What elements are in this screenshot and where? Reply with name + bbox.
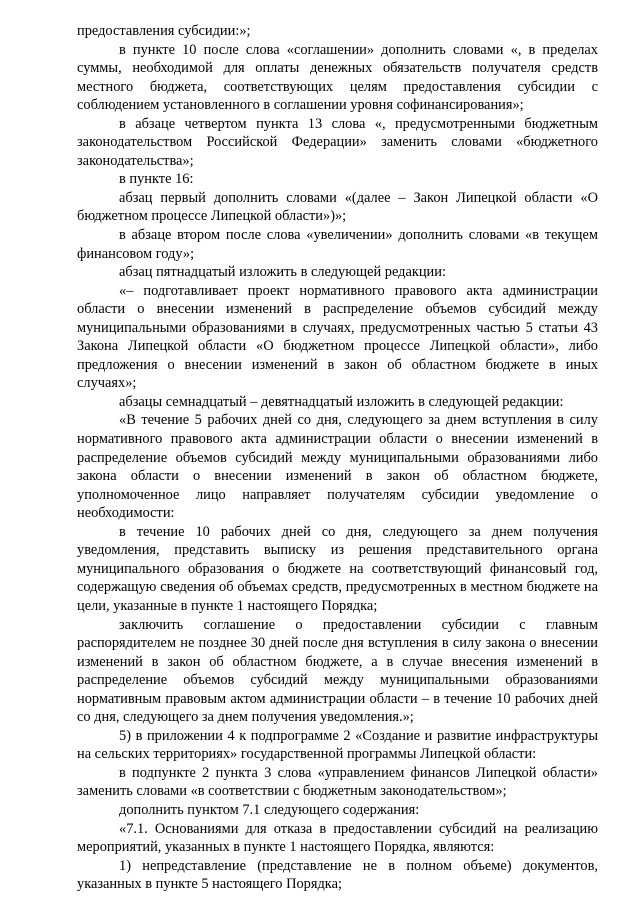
paragraph-11: в течение 10 рабочих дней со дня, следующего за днем получения уведомления, представить выписку из решения представительного органа муниципального образования о бюджете на соответствующий финансовый год, содержащую сведения об объемах средств, предусмотренных в местном бюджете на цели, указанные в пункте 1 настоящего Порядка;: [77, 523, 598, 614]
paragraph-5: абзац первый дополнить словами «(далее – Закон Липецкой области «О бюджетном процессе Липецкой области»)»;: [77, 189, 598, 225]
paragraph-14: в подпункте 2 пункта 3 слова «управлением финансов Липецкой области» заменить словами «в соответствии с бюджетным законодательством»;: [77, 764, 598, 800]
paragraph-16: «7.1. Основаниями для отказа в предоставлении субсидий на реализацию мероприятий, указанных в пункте 1 настоящего Порядка, являются:: [77, 820, 598, 856]
paragraph-15: дополнить пунктом 7.1 следующего содержания:: [119, 801, 420, 818]
paragraph-1: предоставления субсидии:»;: [77, 23, 251, 39]
document-page: [77, 22, 598, 894]
paragraph-17: 1) непредставление (представление не в полном объеме) документов, указанных в пункте 5 настоящего Порядка;: [77, 857, 598, 893]
paragraph-7: абзац пятнадцатый изложить в следующей редакции:: [119, 264, 446, 281]
paragraph-10: «В течение 5 рабочих дней со дня, следующего за днем вступления в силу нормативного правового акта администрации области о внесении изменений в распределение объемов субсидий между муниципальными образованиями либо закона области о внесении изменений в закон об областном бюджете, уполномоченное лицо направляет получателям субсидии уведомление о необходимости:: [77, 412, 598, 522]
paragraph-12: заключить соглашение о предоставлении субсидии с главным распорядителем не позднее 30 дней после дня вступления в силу закона о внесении изменений в закон об областном бюджете, а в случае внесения изменений в распределение объемов субсидий между муниципальными образованиями нормативным правовым актом администрации области – в течение 10 рабочих дней со дня, следующего за днем получения уведомления.»;: [77, 616, 598, 726]
paragraph-6: в абзаце втором после слова «увеличении» дополнить словами «в текущем финансовом году»;: [77, 227, 598, 262]
paragraph-8: «– подготавливает проект нормативного правового акта администрации области о внесении изменений в распределение объемов субсидий между муниципальными образованиями в случаях, предусмотренных частью 5 статьи 43 Закона Липецкой области «О бюджетном процессе Липецкой области», либо предложения о внесении изменений в закон об областном бюджете в иных случаях»;: [77, 282, 598, 392]
paragraph-4: в пункте 16:: [119, 171, 194, 188]
paragraph-3: в абзаце четвертом пункта 13 слова «, предусмотренными бюджетным законодательством Российской Федерации» заменить словами «бюджетного законодательства»;: [77, 115, 598, 169]
paragraph-9: абзацы семнадцатый – девятнадцатый изложить в следующей редакции:: [119, 393, 564, 410]
paragraph-2: в пункте 10 после слова «соглашении» дополнить словами «, в пределах суммы, необходимой для оплаты денежных обязательств получателя средств местного бюджета, соответствующих целям предоставления субсидии с соблюдением установленного в соглашении уровня софинансирования»;: [77, 41, 598, 114]
paragraph-13: 5) в приложении 4 к подпрограмме 2 «Создание и развитие инфраструктуры на сельских территориях» государственной программы Липецкой области:: [77, 727, 598, 763]
